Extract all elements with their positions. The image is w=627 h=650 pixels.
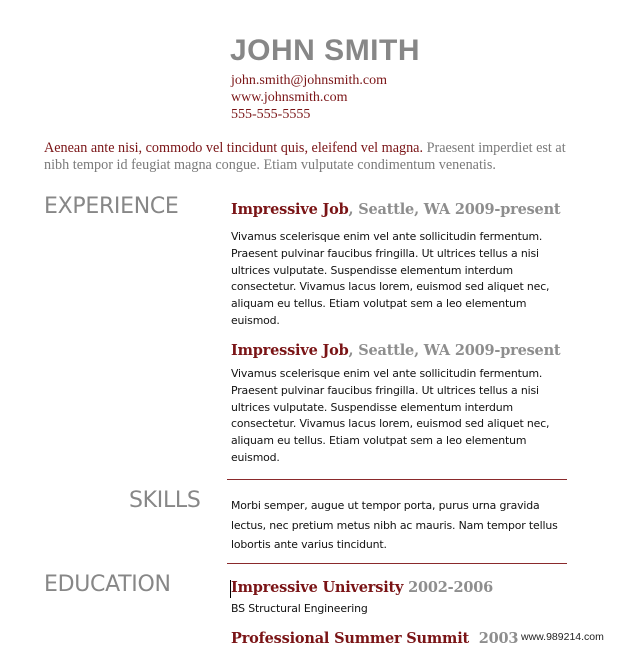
job-title-name: Impressive Job [231, 201, 349, 218]
phone-text: 555-555-5555 [231, 107, 311, 122]
summary-paragraph [44, 140, 584, 174]
job-description-1: Vivamus scelerisque enim vel ante sollicitudin fermentum. Praesent pulvinar faucibus fringilla. Ut ultrices tellus a nisi ultrices vulputate. Suspendisse elementum interdum consectetur. Vivamus lacus lorem, euismod sed aliquet nec, aliquam eu tellus. Etiam volutpat sem a leo elementum euismod. [231, 230, 550, 327]
job-title-1 [231, 201, 560, 219]
experience-heading: EXPERIENCE [44, 194, 179, 219]
email-text: john.smith@johnsmith.com [231, 73, 388, 88]
job-title-meta: , Seattle, WA 2009-present [348, 342, 561, 359]
education-years: 2003 [469, 630, 519, 647]
education-years: 2002-2006 [403, 579, 494, 596]
job-description-2: Vivamus scelerisque enim vel ante sollicitudin fermentum. Praesent pulvinar faucibus fringilla. Ut ultrices tellus a nisi ultrices vulputate. Suspendisse elementum interdum consectetur. Vivamus lacus lorem, euismod sed aliquet nec, aliquam eu tellus. Etiam volutpat sem a leo elementum euismod. [231, 367, 550, 464]
education-heading: EDUCATION [44, 572, 171, 597]
website-text: www.johnsmith.com [231, 90, 348, 105]
job-title-meta: , Seattle, WA 2009-present [348, 201, 561, 218]
education-degree: BS Structural Engineering [231, 602, 368, 615]
summary-rest: Praesent imperdiet est at nibh tempor id feugiat magna congue. Etiam vulputate condimentum venenatis. [44, 140, 566, 173]
education-school: Professional Summer Summit [231, 630, 469, 647]
job-title-2 [231, 342, 560, 360]
section-divider [227, 479, 567, 480]
candidate-name: JOHN SMITH [230, 34, 421, 67]
education-title-1 [231, 579, 493, 597]
section-divider [227, 563, 567, 564]
education-school: Impressive University [231, 579, 404, 596]
watermark-text: www.989214.com [521, 631, 604, 643]
education-title-2 [231, 630, 518, 648]
skills-heading: SKILLS [129, 488, 201, 513]
summary-lead: Aenean ante nisi, commodo vel tincidunt quis, eleifend vel magna. [44, 140, 424, 156]
job-title-name: Impressive Job [231, 342, 349, 359]
skills-description: Morbi semper, augue ut tempor porta, purus urna gravida lectus, nec pretium metus nibh ac mauris. Nam tempor tellus lobortis ante varius tincidunt. [231, 499, 558, 551]
contact-block [231, 72, 387, 123]
